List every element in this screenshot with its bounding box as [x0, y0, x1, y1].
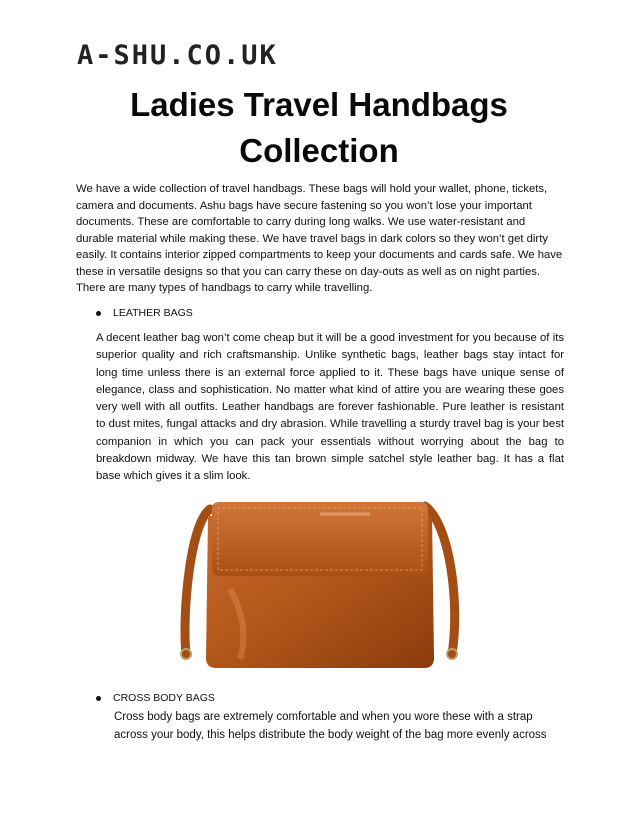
- site-logo: A-SHU.CO.UK: [77, 40, 278, 71]
- leather-bags-paragraph: A decent leather bag won’t come cheap but it will be a good investment for you because of its superior quality and rich craftsmanship. Unlike synthetic bags, leather bags stay intact for long time unless there is an external force applied to it. These bags have unique sense of elegance, class and sophistication. No matter what kind of attire you are wearing these goes very well with all outfits. Leather handbags are forever fashionable. Pure leather is resistant to dust mites, fungal attacks and dry abrasion. While travelling a sturdy travel bag is your best companion in which you can pack your essentials without worrying about the bag to breakdown midway. We have this tan brown simple satchel style leather bag. It has a flat base which gives it a slim look.: [96, 332, 564, 483]
- title-line-1: Ladies Travel Handbags: [130, 86, 508, 123]
- intro-paragraph: We have a wide collection of travel handbags. These bags will hold your wallet, phone, tickets, camera and documents. Ashu bags have secure fastening so you won’t lose your important documents. These are comfortable to carry during long walks. We use water-resistant and durable material while making these. We have travel bags in dark colors so they won’t get dirty easily. It contains interior zipped compartments to keep your documents and cards safe. We have these in versatile designs so that you can carry these on day-outs as well as on night parties. There are many types of handbags to carry while travelling.: [76, 183, 563, 294]
- leather-bag-image: [170, 494, 470, 674]
- bag-illustration: [170, 494, 470, 674]
- bullet-icon: [96, 311, 101, 316]
- cross-body-bags-paragraph: Cross body bags are extremely comfortable and when you wore these with a strap across your body, this helps distribute the body weight of the bag more evenly across: [114, 711, 547, 741]
- cross-body-bags-heading: [96, 692, 215, 704]
- page-title: [0, 82, 638, 174]
- title-line-2: Collection: [239, 132, 399, 169]
- section-heading: CROSS BODY BAGS: [113, 692, 215, 704]
- section-heading: LEATHER BAGS: [113, 307, 193, 319]
- leather-bags-heading: [96, 307, 193, 319]
- bullet-icon: [96, 696, 101, 701]
